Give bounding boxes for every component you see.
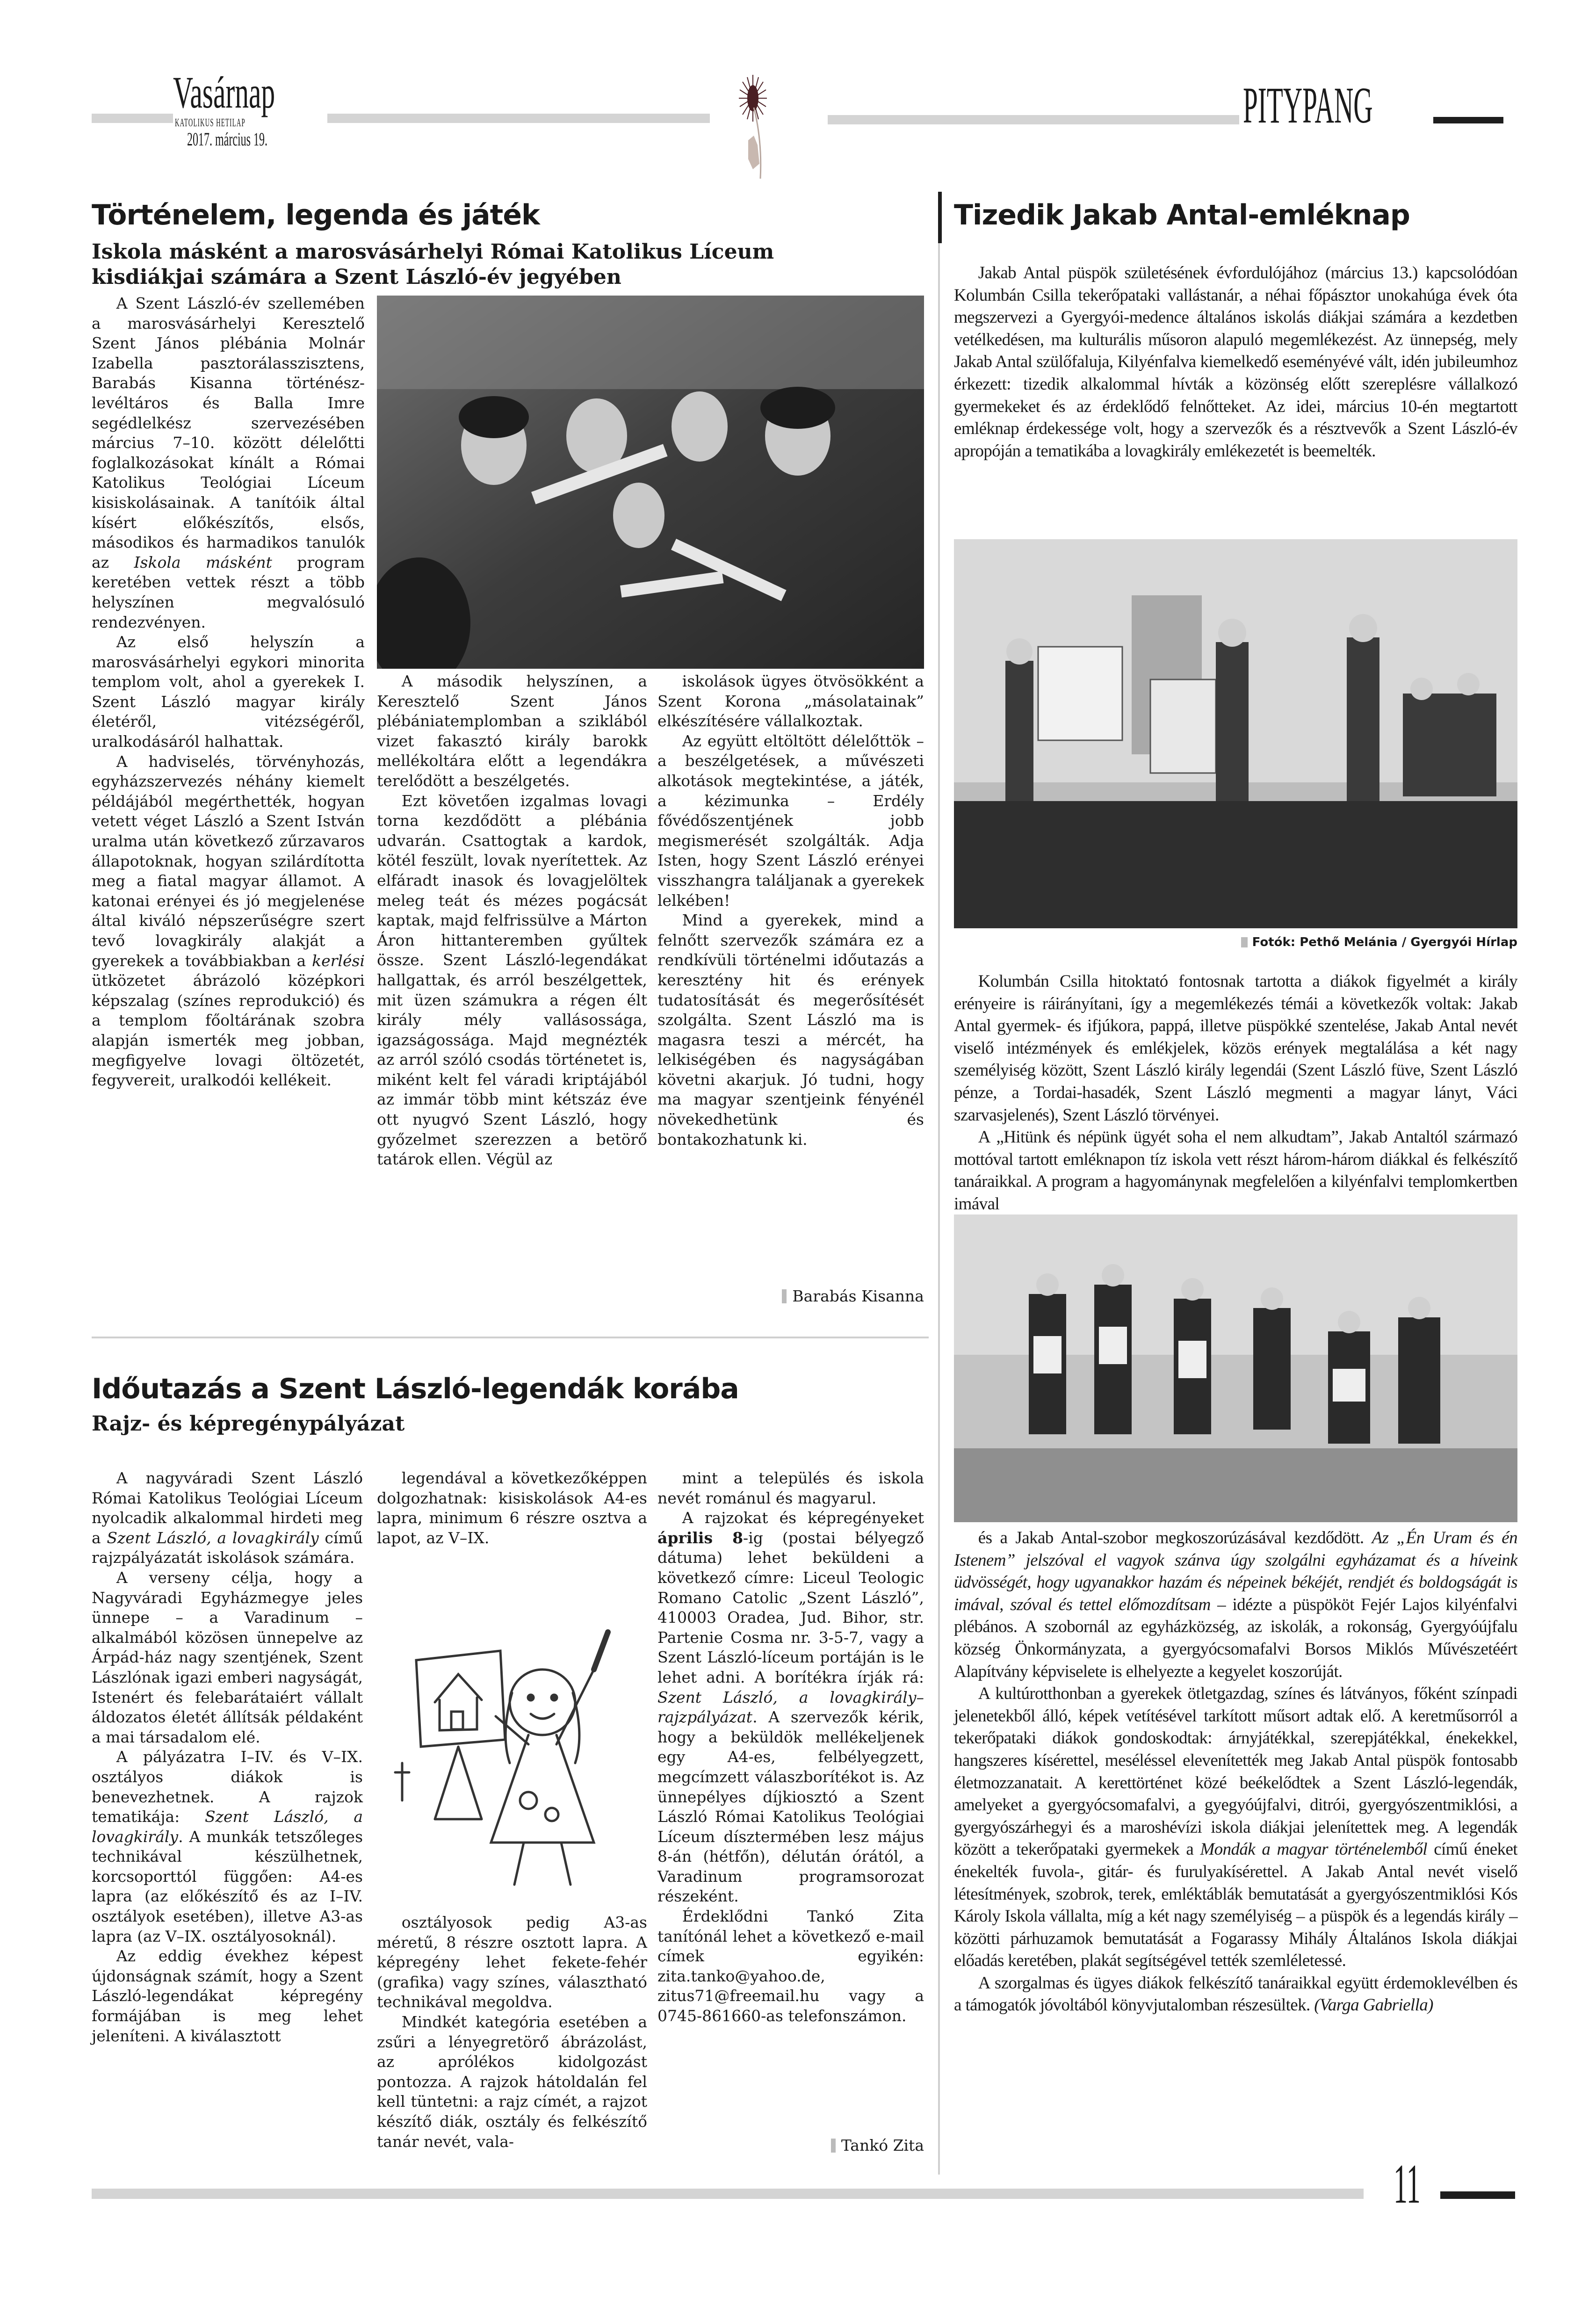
paragraph [954, 1683, 1517, 1972]
text-run: Mindkét kategória esetében a zsűri a lényegretörő ábrázolást, az aprólékos kidolgozást pontozza. A rajzok hátoldalán fel kell tüntetni: a rajz címét, a rajzot készítő diák, osztály és felkészítő tanár nevét, vala- [377, 2012, 647, 2151]
paragraph [377, 2012, 647, 2152]
text-run: című rajzpályázatát iskolások számára. [92, 1528, 363, 1567]
article1-column-1 [92, 294, 365, 1091]
dandelion-logo-icon [729, 70, 795, 182]
article2-author: Tankó Zita [657, 2136, 924, 2154]
issue-date: 2017. március 19. [187, 129, 267, 150]
paragraph [657, 672, 924, 731]
text-run: című éneket énekelték fuvola-, gitár- és furulyakísérettel. A Jakab Antal nevét viselő létesítmények, szobrok, terek, emléktáblák bemutatását a gyergyószentmiklósi Kós Károly Iskola vállalta, míg a két nagy személyiség – a püspök és a legendás király – közötti párhuzamok bemutatását a Fogarassy Mihály Általános Iskola diákjai előadás keretében, plakát segítségével tették szemléletessé. [954, 1840, 1517, 1971]
article1-subtitle-line1: Iskola másként a marosvásárhelyi Római Katolikus Líceum [92, 240, 774, 264]
paragraph [657, 1907, 924, 2026]
text-run: A pályázatra I–IV. és V–IX. osztályos diákok is benevezhetnek. A rajzok tematikája: [92, 1748, 363, 1826]
article3-title: Tizedik Jakab Antal-emléknap [954, 199, 1410, 231]
paragraph [92, 1747, 363, 1946]
text-run: legendával a következőképpen dolgozhatnak: kisiskolások A4-es lapra, minimum 6 részre osztva a lapot, az V–IX. [377, 1469, 647, 1547]
italic-run: kerlési [312, 951, 365, 970]
paragraph [377, 1913, 647, 2012]
footer-marker-bar [1440, 2191, 1515, 2199]
article2-subtitle: Rajz- és képregénypályázat [92, 1412, 405, 1436]
paragraph [92, 294, 365, 632]
article1-author: Barabás Kisanna [657, 1287, 924, 1305]
text-run: Az eddig évekhez képest újdonságnak számít, hogy a Szent László-legendákat képregény formájában is meg lehet jeleníteni. A kiválasztott [92, 1947, 363, 2045]
text-run: ütközetet ábrázoló középkori képszalag (színes reprodukció) és a templom főoltárának szobra alapján ismerték meg jobban, megfigyelve lovagi öltözetét, fegyvereit, uralkodói kellékeit. [92, 971, 365, 1090]
text-run: Az első helyszín a marosvásárhelyi egykori minorita templom volt, ahol a gyerekek I. Szent László magyar király életéről, vitézségéről, uralkodásáról halhattak. [92, 633, 365, 751]
text-run: – idézte a püspököt Fejér Lajos kilyénfalvi plébános. A szobornál az egyházközség, az iskolák, a rokonság, Gyergyóújfalu község Önkormányzata, a gyergyócsomafalvi Borsos Miklós Művészetéért Alapítvány képviselete is elhelyezte a kegyelet koszorúját. [954, 1595, 1517, 1681]
paragraph [954, 1126, 1517, 1215]
logo-subtitle: KATOLIKUS HETILAP [175, 117, 246, 129]
text-run: Az együtt eltöltött délelőttök – a beszélgetések, a művészeti alkotások megtekintése, a játék, a kézimunka – Erdély fővédőszentjének jobb megismerését szolgálták. Adja Isten, hogy Szent László erényei visszhangra találjanak a gyerekek lelkében! [657, 731, 924, 910]
text-run: A „Hitünk és népünk ügyét soha el nem alkudtam”, Jakab Antaltól származó mottóval tartott emléknapon tíz iskola vett részt három-három diákkal és felkészítő tanáraikkal. A program a hagyománynak megfelelően a kilyénfalvi templomkertben imával [954, 1127, 1517, 1214]
article1-title: Történelem, legenda és játék [92, 199, 540, 231]
text-run: A szorgalmas és ügyes diákok felkészítő tanáraikkal együtt érdemoklevélben és a támogatók jóvoltából könyvjutalomban részesültek. [954, 1973, 1517, 2015]
text-run: iskolások ügyes ötvösökként a Szent Korona „másolatainak” elkészítésére vállalkoztak. [657, 672, 924, 730]
article3-title-marker [938, 192, 942, 243]
article2-column-1 [92, 1468, 363, 2046]
article3-intro [954, 262, 1517, 462]
paragraph [92, 1946, 363, 2046]
logo-title: Vasárnap [173, 67, 275, 117]
text-run: A kultúrotthonban a gyerekek ötletgazdag, színes és látványos, főként színpadi jelenetekből álló, képek vetítésével tarkított műsort adtak elő. A keretműsorról a tekerőpataki diákok gondoskodtak: árnyjátékkal, szerepjátékkal, énekekkel, hangszeres kísérettel, meséléssel elevenítették meg Jakab Antal püspök fontosabb életmozzanatait. A kerettörténet közé beékelődtek a Szent László-legendák, amelyeket a gyergyócsomafalvi, a gyegyóújfalvi, ditrói, gyergyószentmiklósi, a gyergyószárhegyi és a maroshévízi iskola diákjai jelenítettek meg. A legendák között a tekerőpataki gyermekek a [954, 1684, 1517, 1859]
italic-run: Szent László, a lovagkirály–rajzpályázat [657, 1688, 924, 1727]
photo-credit-text: Fotók: Pethő Melánia / Gyergyói Hírlap [1252, 935, 1517, 949]
paragraph [377, 1468, 647, 1548]
footer-rule [92, 2189, 1364, 2199]
text-run: Érdeklődni Tankó Zita tanítónál lehet a következő e-mail címek egyikén: zita.tanko@yahoo.de, zitus71@freemail.hu vagy a 0745-861660-as telefonszámon. [657, 1907, 924, 2025]
text-run: -ig (postai bélyegző dátuma) lehet beküldeni a következő címre: Liceul Teologic Romano Catolic „Szent László”, 410003 Oradea, Jud. Bihor, str. Partenie Cosma nr. 3-5-7, vagy a Szent László-líceum portáján is le lehet adni. A borítékra írják rá: [657, 1528, 924, 1686]
article1-subtitle-line2: kisdiákjai számára a Szent László-év jegyében [92, 265, 621, 289]
text-run: . A szervezők kérik, hogy a beküldök mellékeljenek egy A4-es, felbélyegzett, megcímzett válaszborítékot is. Az ünnepélyes díjkiosztó a Szent László Római Katolikus Teológiai Líceum dísztermében lesz május 8-án (hétfőn), délután órától, a Varadinum programsorozat részeként. [657, 1708, 924, 1906]
paragraph [377, 672, 647, 791]
paragraph [92, 1468, 363, 1568]
paragraph [657, 1468, 924, 1508]
italic-run: Szent László, a lovagkirály [107, 1528, 319, 1547]
text-run: A második helyszínen, a Keresztelő Szent János plébániatemplomban a sziklából vizet fakasztó király barokk mellékoltára előtt a legendákra terelődött a beszélgetés. [377, 672, 647, 790]
article1-column-2 [377, 672, 647, 1170]
text-run: A nagyváradi Szent László Római Katolikus Teológiai Líceum nyolcadik alkalommal hirdeti meg a [92, 1469, 363, 1547]
article1-column-3 [657, 672, 924, 1149]
paragraph [954, 1527, 1517, 1683]
italic-run: Iskola másként [134, 553, 272, 571]
paragraph [954, 262, 1517, 462]
text-run: program keretében vettek részt a több helyszínen megvalósuló rendezvényen. [92, 553, 365, 631]
text-run: mint a település és iskola nevét románul és magyarul. [657, 1469, 924, 1507]
italic-run: Mondák a magyar történelemből [1200, 1840, 1427, 1859]
paragraph [657, 731, 924, 911]
text-run: . A munkák tetszőleges technikával készülhetnek, korcsoporttól függően: A4-es lapra (az előkészítő és az I–IV. osztályok esetében), illetve A3-as lapra (az V–IX. osztályosoknál). [92, 1827, 363, 1945]
column-divider [938, 192, 940, 2175]
text-run: Mind a gyerekek, mind a felnőtt szervezők számára ez a rendkívüli történelmi időutazás a keresztény hit és erények tudatosítását és megerősítését szolgálta. Szent László ma is magasra teszi a mércét, ha lelkiségében és nagyságában követni akarjuk. Jó tudni, hogy ma magyar szentjeink fényénél növekedhetünk és bontakozhatunk ki. [657, 911, 924, 1149]
paragraph [92, 752, 365, 1091]
paragraph [657, 1508, 924, 1907]
text-run: Kolumbán Csilla hitoktató fontosnak tartotta a diákok figyelmét a király erényeire is ráirányítani, így a megemlékezés témái a következők voltak: Jakab Antal gyermek- és ifjúkora, pappá, illetve püspökké szentelése, Jakab Antal nevét viselő intézmények és emlékjelek, közös erények megtalálása a két nagy személyiség között, Szent László király legendái (Szent László füve, Szent László pénze, a Tordai-hasadék, Szent László megmenti a magyar lányt, Váci szarvasjelenés), Szent László törvényei. [954, 972, 1517, 1125]
masthead-logo [173, 67, 327, 150]
header-rule-right [828, 115, 1239, 124]
text-run: és a Jakab Antal-szobor megkoszorúzásával kezdődött. [978, 1528, 1372, 1547]
article2-column-2-bottom [377, 1913, 647, 2152]
italic-run: (Varga Gabriella) [1314, 1995, 1433, 2015]
article3-photo-stage-play [954, 539, 1517, 928]
article2-column-3 [657, 1468, 924, 2026]
paragraph [954, 970, 1517, 1126]
child-drawing-illustration [388, 1623, 641, 1903]
paragraph [377, 791, 647, 1170]
italic-run: Az „Én Uram és én Istenem” jelszóval el vagyok szánva úgy szolgálni egyházamat és a híveink üdvösségét, hogy ugyanakkor hazám és népeinek békéjét, rendjét és boldogságát is imával, szóval és tettel előmozdítsam [954, 1528, 1517, 1614]
italic-run: Szent László, a lovagkirály [92, 1807, 363, 1846]
article2-column-2-top [377, 1468, 647, 1548]
article1-subtitle [92, 239, 929, 290]
text-run: A rajzokat és képregényeket [682, 1509, 924, 1527]
article2-title: Időutazás a Szent László-legendák korába [92, 1373, 739, 1405]
paragraph [92, 632, 365, 752]
section-title: PITYPANG [1243, 77, 1373, 134]
article3-photo-folk-costume-group [954, 1214, 1517, 1522]
photo-credit-marker [1241, 937, 1248, 947]
text-run: Ezt követően izgalmas lovagi torna kezdődött a plébánia udvarán. Csattogtak a kardok, kötél feszült, lovak nyerítettek. Az elfáradt inasok és lovagjelöltek meleg teát és mézes pogácsát kaptak, majd felfrissülve a Márton Áron hittanteremben gyűltek össze. Szent László-legendákat hallgattak, és arról beszélgettek, mit üzen számukra a régen élt király mély vallásossága, igazságossága. Majd megnézték az arról szóló csodás történetet is, miként kelt fel váradi kriptájából az immár több mint kétszáz éve ott nyugvó Szent László, hogy győzelmet szerezzen a betörő tatárok ellen. Végül az [377, 791, 647, 1169]
text-run: osztályosok pedig A3-as méretű, 8 részre osztott lapra. A képregény lehet fekete-fehér (grafika) vagy színes, választható technikával megoldva. [377, 1913, 647, 2011]
text-run: A verseny célja, hogy a Nagyváradi Egyházmegye jeles ünnepe – a Varadinum – alkalmából közösen ünnepelve az Árpád-ház nagy szentjének, Szent Lászlónak igazi emberi nagyságát, Istenért és felebarátaiért vállalt áldozatos életét állítsák példaként a mai társadalom elé. [92, 1568, 363, 1746]
bold-run: április 8 [657, 1528, 744, 1547]
text-run: A Szent László-év szellemében a marosvásárhelyi Keresztelő Szent János plébánia Molnár Izabella pasztorálasszisztens, Barabás Kisanna történész-levéltáros és Balla Imre segédlelkész szervezésében március 7–10. között délelőtti foglalkozásokat kínált a Római Katolikus Teológiai Líceum kisiskolásainak. A tanítóik által kísért előkészítős, elsős, másodikos és harmadikos tanulók az [92, 294, 365, 571]
article1-photo-children-knights [377, 296, 924, 669]
article-divider [92, 1337, 929, 1338]
photo-credit [954, 935, 1517, 949]
section-marker-bar [1433, 117, 1503, 123]
paragraph [92, 1568, 363, 1747]
article3-end [954, 1527, 1517, 2016]
text-run: Jakab Antal püspök születésének évfordulójához (március 13.) kapcsolódóan Kolumbán Csilla tekerőpataki vallástanár, a néhai főpásztor unokahúga évek óta megszervezi a Gyergyói-medence általános iskolás diákjai számára a kezdetben vetélkedésen, ma kulturális műsoron alapuló megemlékezést. Az ünnepség, mely Jakab Antal szülőfaluja, Kilyénfalva kiemelkedő eseményévé vált, idén jubileumhoz érkezett: tizedik alkalommal hívták a közönség előtt szereplésre vállalkozó gyermekeket és az érdeklődő felnőtteket. Az idei, március 10-én megtartott emléknap érdekessége volt, hogy a szervezők és a résztvevők a Szent László-év apropóján a tematikába a lovagkirály emlékezetét is beemelték. [954, 263, 1517, 461]
paragraph [657, 911, 924, 1149]
text-run: A hadviselés, törvényhozás, egyházszervezés néhány kiemelt példájából megérthették, hogyan vetett véget László a Szent István uralma után következő zűrzavaros állapotoknak, hogyan szilárdította meg a fiatal magyar államot. A katonai erényei és jó megjelenése által kiváló népszerűségre szert tevő lovagkirály alakját a gyerekek a továbbiakban a [92, 752, 365, 970]
article3-middle [954, 970, 1517, 1215]
page-number: 11 [1394, 2153, 1421, 2215]
paragraph [954, 1972, 1517, 2016]
